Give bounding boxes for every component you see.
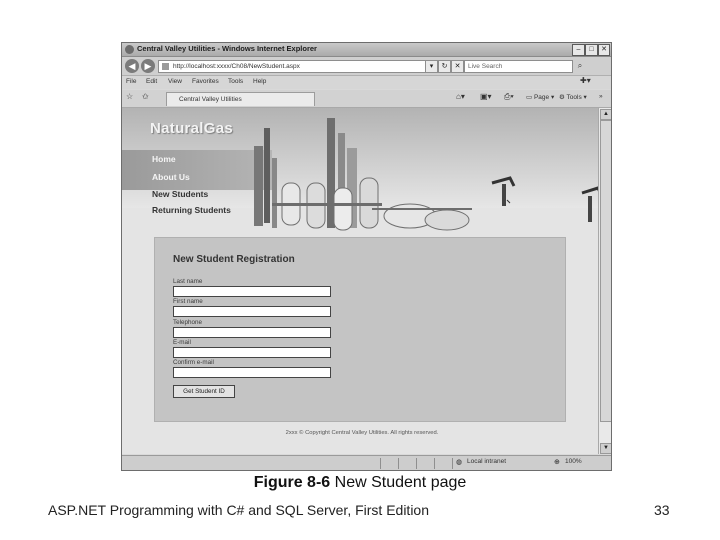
address-bar[interactable] bbox=[158, 60, 436, 73]
back-button[interactable]: ◀ bbox=[125, 59, 139, 73]
stop-button[interactable]: ✕ bbox=[451, 60, 464, 73]
last-name-label: Last name bbox=[173, 278, 203, 285]
zoom-level[interactable]: 100% bbox=[565, 458, 582, 465]
figure-number: Figure 8-6 bbox=[253, 474, 331, 491]
chevron-right-icon[interactable]: » bbox=[599, 93, 603, 100]
menu-tools[interactable]: Tools bbox=[228, 78, 244, 85]
nav-link-home[interactable]: Home bbox=[152, 154, 176, 164]
zoom-icon[interactable]: ⊕ bbox=[554, 459, 560, 466]
nav-panel bbox=[122, 150, 272, 190]
scroll-down-arrow-icon[interactable]: ▼ bbox=[600, 443, 612, 454]
email-label: E-mail bbox=[173, 339, 191, 346]
menu-view[interactable]: View bbox=[168, 78, 182, 85]
security-zone: Local intranet bbox=[467, 458, 507, 465]
status-divider bbox=[452, 458, 453, 469]
scroll-thumb[interactable] bbox=[600, 120, 612, 422]
tools-menu-label: Tools bbox=[566, 94, 582, 101]
get-student-id-button[interactable]: Get Student ID bbox=[173, 385, 235, 398]
email-input[interactable] bbox=[173, 347, 331, 358]
tab-central-valley[interactable] bbox=[166, 92, 315, 106]
form-title: New Student Registration bbox=[173, 254, 295, 265]
first-name-label: First name bbox=[173, 298, 203, 305]
window-title: Central Valley Utilities - Windows Internet Explorer bbox=[137, 44, 317, 53]
maximize-button[interactable]: □ bbox=[585, 44, 598, 56]
search-input[interactable]: Live Search bbox=[464, 60, 573, 73]
search-icon[interactable]: ⌕ bbox=[577, 61, 583, 70]
title-bar bbox=[122, 43, 611, 57]
copyright-text: 2xxx © Copyright Central Valley Utilities. All rights reserved. bbox=[285, 430, 439, 436]
book-title: ASP.NET Programming with C# and SQL Server, First Edition bbox=[48, 502, 430, 518]
status-divider bbox=[380, 458, 381, 469]
status-divider bbox=[416, 458, 417, 469]
status-divider bbox=[434, 458, 435, 469]
page-viewport bbox=[122, 108, 598, 454]
tab-label: Central Valley Utilities bbox=[179, 96, 242, 103]
registration-form bbox=[154, 237, 566, 422]
print-icon[interactable]: ⎙▾ bbox=[504, 92, 514, 101]
menu-favorites[interactable]: Favorites bbox=[192, 78, 219, 85]
minimize-button[interactable]: – bbox=[572, 44, 585, 56]
menu-file[interactable]: File bbox=[126, 78, 137, 85]
nav-link-returning-students[interactable]: Returning Students bbox=[152, 205, 231, 215]
menu-help[interactable]: Help bbox=[253, 78, 267, 85]
add-favorite-icon[interactable]: ✩ bbox=[142, 92, 149, 101]
menu-edit[interactable]: Edit bbox=[146, 78, 158, 85]
confirm-email-label: Confirm e-mail bbox=[173, 359, 214, 366]
favorites-center-icon[interactable]: ☆ bbox=[126, 92, 134, 101]
page-icon bbox=[162, 63, 169, 70]
page-menu-label: Page bbox=[533, 94, 550, 101]
status-divider bbox=[398, 458, 399, 469]
figure-caption bbox=[0, 474, 720, 492]
refresh-button[interactable]: ↻ bbox=[438, 60, 451, 73]
last-name-input[interactable] bbox=[173, 286, 331, 297]
confirm-email-input[interactable] bbox=[173, 367, 331, 378]
feeds-icon[interactable]: ▣▾ bbox=[480, 92, 492, 101]
telephone-input[interactable] bbox=[173, 327, 331, 338]
page-number: 33 bbox=[654, 502, 670, 518]
menu-bar bbox=[122, 76, 611, 89]
close-button[interactable]: ✕ bbox=[598, 44, 610, 56]
first-name-input[interactable] bbox=[173, 306, 331, 317]
favorites-bar bbox=[122, 90, 611, 108]
refinery-illustration bbox=[252, 108, 598, 238]
telephone-label: Telephone bbox=[173, 319, 203, 326]
page-menu[interactable]: ▭ Page ▾ bbox=[526, 94, 555, 101]
address-dropdown-button[interactable]: ▾ bbox=[425, 60, 438, 73]
nav-link-about-us[interactable]: About Us bbox=[152, 172, 190, 182]
browser-window bbox=[121, 42, 612, 471]
ie-logo-icon bbox=[125, 45, 134, 54]
nav-link-new-students[interactable]: New Students bbox=[152, 189, 209, 199]
address-text: http://localhost:xxxx/Ch08/NewStudent.aspx bbox=[173, 63, 300, 70]
live-toolbar-icon[interactable]: ✚▾ bbox=[580, 76, 591, 85]
figure-title: New Student page bbox=[330, 474, 467, 491]
scroll-up-arrow-icon[interactable]: ▲ bbox=[600, 109, 612, 120]
status-bar bbox=[122, 455, 611, 471]
globe-icon: ◍ bbox=[456, 459, 463, 466]
address-row bbox=[122, 57, 611, 76]
vertical-scrollbar[interactable] bbox=[598, 108, 611, 454]
home-icon[interactable]: ⌂▾ bbox=[456, 92, 465, 101]
tools-menu[interactable]: ⚙ Tools ▾ bbox=[559, 94, 587, 101]
forward-button[interactable]: ▶ bbox=[141, 59, 155, 73]
site-logo: NaturalGas bbox=[150, 120, 234, 137]
